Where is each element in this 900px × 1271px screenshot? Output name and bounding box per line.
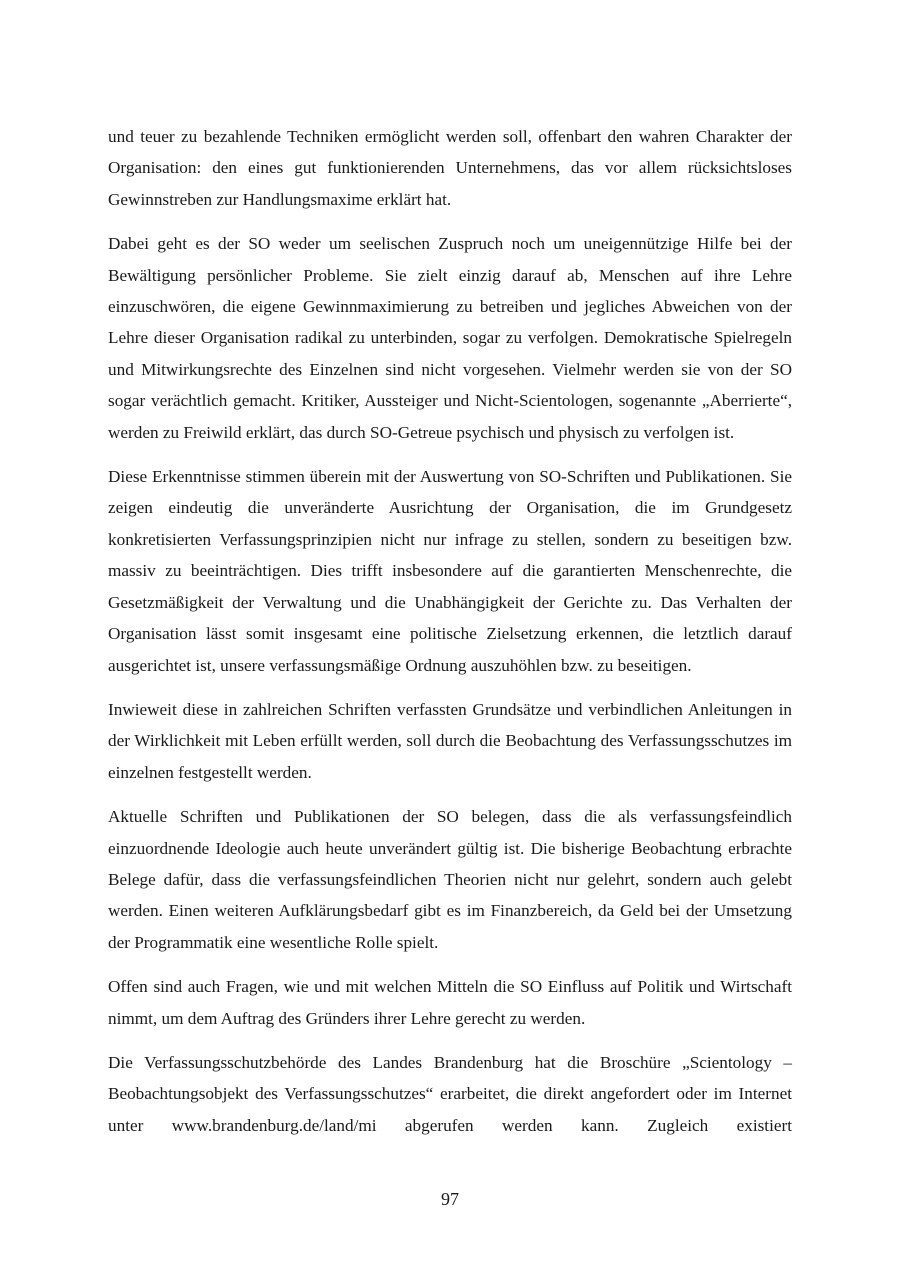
document-body <box>108 121 792 1154</box>
paragraph-3: Diese Erkenntnisse stimmen überein mit der Auswertung von SO-Schriften und Publikationen. Sie zeigen eindeutig die unveränderte Ausrichtung der Organisation, die im Grundgesetz konkretisierten Verfassungsprinzipien nicht nur infrage zu stellen, sondern zu beseitigen bzw. massiv zu beeinträchtigen. Dies trifft insbesondere auf die garantierten Menschenrechte, die Gesetzmäßigkeit der Verwaltung und die Unabhängigkeit der Gerichte zu. Das Verhalten der Organisation lässt somit insgesamt eine politische Zielsetzung erkennen, die letztlich darauf ausgerichtet ist, unsere verfassungsmäßige Ordnung auszuhöhlen bzw. zu beseitigen. <box>108 467 792 675</box>
page-number: 97 <box>441 1189 459 1209</box>
paragraph-6: Offen sind auch Fragen, wie und mit welchen Mitteln die SO Einfluss auf Politik und Wirtschaft nimmt, um dem Auftrag des Gründers ihrer Lehre gerecht zu werden. <box>108 977 792 1028</box>
paragraph-1: und teuer zu bezahlende Techniken ermöglicht werden soll, offenbart den wahren Charakter der Organisation: den eines gut funktionierenden Unternehmens, das vor allem rücksichtsloses Gewinnstreben zur Handlungsmaxime erklärt hat. <box>108 127 792 209</box>
paragraph-5: Aktuelle Schriften und Publikationen der SO belegen, dass die als verfassungsfeindlich einzuordnende Ideologie auch heute unverändert gültig ist. Die bisherige Beobachtung erbrachte Belege dafür, dass die verfassungsfeindlichen Theorien nicht nur gelehrt, sondern auch gelebt werden. Einen weiteren Aufklärungsbedarf gibt es im Finanzbereich, da Geld bei der Umsetzung der Programmatik eine wesentliche Rolle spielt. <box>108 807 792 952</box>
paragraph-7: Die Verfassungsschutzbehörde des Landes Brandenburg hat die Broschüre „Scientology – Beobachtungsobjekt des Verfassungsschutzes“ erarbeitet, die direkt angefordert oder im Internet unter www.brandenburg.de/land/mi abgerufen werden kann. Zugleich existiert <box>108 1052 792 1135</box>
paragraph-2: Dabei geht es der SO weder um seelischen Zuspruch noch um uneigennützige Hilfe bei der Bewältigung persönlicher Probleme. Sie zielt einzig darauf ab, Menschen auf ihre Lehre einzuschwören, die eigene Gewinnmaximierung zu betreiben und jegliches Abweichen von der Lehre dieser Organisation radikal zu unterbinden, sogar zu verfolgen. Demokratische Spielregeln und Mitwirkungsrechte des Einzelnen sind nicht vorgesehen. Vielmehr werden sie von der SO sogar verächtlich gemacht. Kritiker, Aussteiger und Nicht-Scientologen, sogenannte „Aberrierte“, werden zu Freiwild erklärt, das durch SO-Getreue psychisch und physisch zu verfolgen ist. <box>108 234 792 442</box>
paragraph-4: Inwieweit diese in zahlreichen Schriften verfassten Grundsätze und verbindlichen Anleitungen in der Wirklichkeit mit Leben erfüllt werden, soll durch die Beobachtung des Verfassungsschutzes im einzelnen festgestellt werden. <box>108 699 792 782</box>
